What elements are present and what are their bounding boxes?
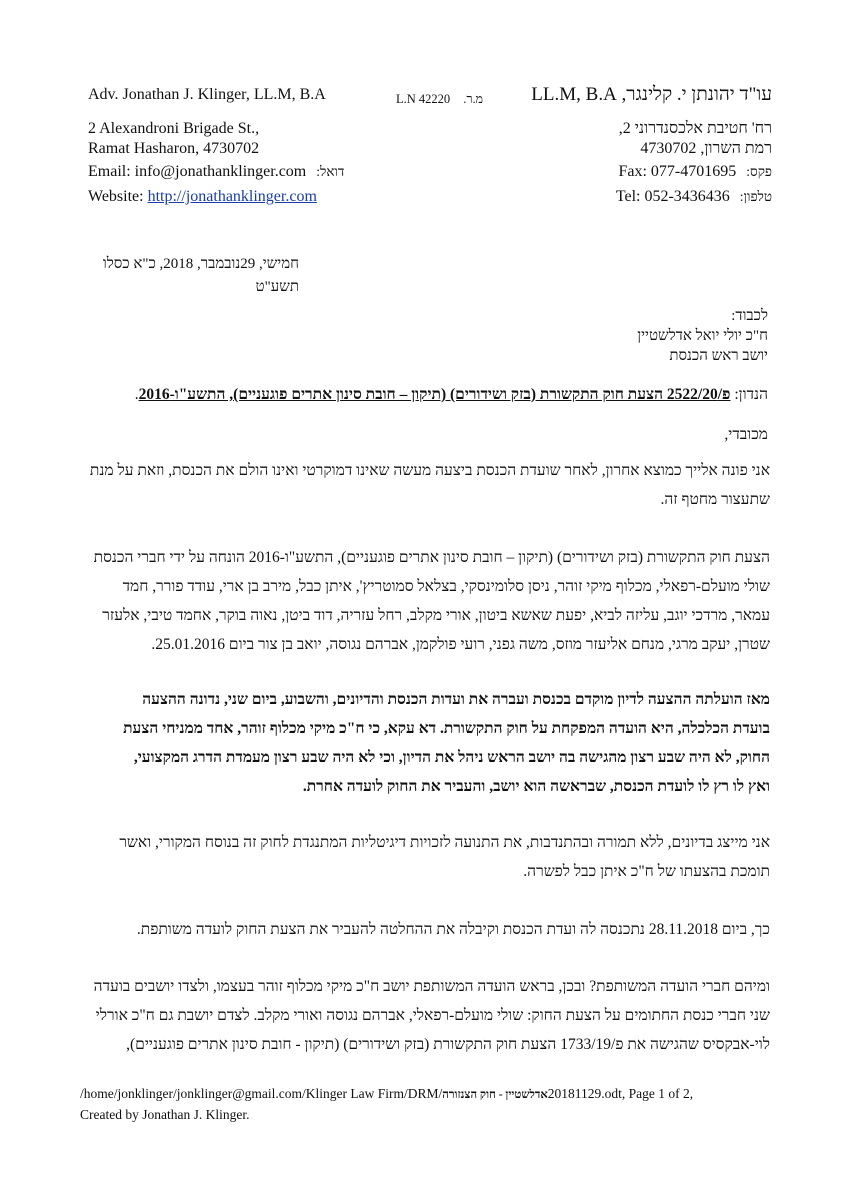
date-line-1: חמישי, 29נובמבר, 2018, כ"א כסלו [102,256,299,272]
paragraph-line: הצעת חוק התקשורת (בזק ושידורים) (תיקון – חובת סינון אתרים פוגעניים), התשע"ו-2016 הונחה על ידי חברי הכנסת [93,549,770,566]
website-line [88,188,317,206]
date-line-2: תשע"ט [255,279,299,295]
paragraph-line: שטרן, יעקב מרגי, מנחם אליעזר מוזס, משה גפני, רועי פולקמן, אברהם נגוסה, יואב בן צור ביום 25.01.2016. [151,636,770,653]
addressee-line-2: ח"כ יולי יואל אדלשטיין [637,328,768,344]
footer-line-1 [80,1084,693,1105]
license-number-he: מ.ר. [463,92,484,106]
paragraph-line: בועדת הכלכלה, היא הועדה המפקחת על חוק התקשורת. דא עקא, כי ח"כ מיקי מכלוף זוהר, אחד ממניחי הצעת [123,720,770,737]
footer-hebrew-filename: אדלשטיין - חוק הצנזורה [442,1089,548,1101]
paragraph-6 [78,972,770,1059]
paragraph-line: שתעצור מחטף זה. [660,491,770,508]
phone-line [616,188,772,206]
email-line [88,163,344,181]
website-label: Website: [88,188,148,205]
paragraph-4 [78,828,770,886]
hebrew-street: רח' חטיבת אלכסנדרוני 2, [618,120,772,137]
fax-line [618,163,772,181]
english-name: Adv. Jonathan J. Klinger, LL.M, B.A [88,86,326,103]
paragraph-line: שולי מועלם-רפאלי, מכלוף מיקי זוהר, ניסן סלומינסקי, בצלאל סמוטריץ', איתן כבל, מירב בן ארי, עודד פורר, חמד [122,578,770,595]
subject-text: פ/2522/20 הצעת חוק התקשורת (בזק ושידורים) (תיקון – חובת סינון אתרים פוגעניים), התשע"ו-2016 [138,386,731,403]
addressee-line-1: לכבוד: [731,308,768,324]
fax-text: Fax: 077-4701695 [618,163,737,180]
addressee-line-3: יושב ראש הכנסת [669,348,768,364]
salutation: מכובדי, [724,426,768,443]
hebrew-city: רמת השרון, 4730702 [640,140,772,157]
english-street: 2 Alexandroni Brigade St., [88,120,260,137]
paragraph-line: אני פונה אלייך כמוצא אחרון, לאחר שועדת הכנסת ביצעה מעשה שאינו דמוקרטי ואינו הולם את הכנסת, וזאת על מנת [89,462,770,479]
license-number [396,92,483,107]
paragraph-line: ואץ לו רץ לו לועדת הכנסת, שבראשה הוא יושב, והעביר את החוק לועדה אחרת. [302,778,770,795]
license-number-en: L.N 42220 [396,92,451,106]
paragraph-2 [78,543,770,659]
website-link[interactable]: http://jonathanklinger.com [147,188,317,205]
email-text: Email: info@jonathanklinger.com [88,163,307,180]
paragraph-line: אני מייצג בדיונים, ללא תמורה ובהתנדבות, את התנועה לזכויות דיגיטליות המתנגדת לחוק זה בנוסח המקורי, ואשר [119,834,770,851]
fax-he-label: פקס: [746,164,772,179]
english-city: Ramat Hasharon, 4730702 [88,140,260,157]
hebrew-name: עו"ד יהונתן י. קלינגר, LL.M, B.A [531,84,772,105]
phone-he-label: טלפון: [739,189,772,204]
footer-filename: 20181129.odt, Page 1 of 2, [547,1086,694,1101]
paragraph-line: תומכת בהצעתו של ח"כ איתן כבל לפשרה. [523,863,770,880]
paragraph-line: ומיהם חברי הועדה המשותפת? ובכן, בראש הועדה המשותפת יושב ח"כ מיקי מכלוף זוהר בעצמו, ולצדו יושבים בועדה [93,978,770,995]
footer-path: /home/jonklinger/jonklinger@gmail.com/Klinger Law Firm/DRM/ [80,1086,443,1101]
paragraph-line: כך, ביום 28.11.2018 נתכנסה לה ועדת הכנסת וקיבלה את ההחלטה להעביר את הצעת החוק לועדה משותפת. [136,921,770,938]
footer-line-2: Created by Jonathan J. Klinger. [80,1107,250,1122]
paragraph-line: לוי-אבקסיס שהגישה את פ/1733/19 הצעת חוק התקשורת (בזק ושידורים) (תיקון - חובת סינון אתרים פוגעניים), [126,1036,770,1053]
paragraph-1 [78,456,770,514]
subject-label: הנדון: [730,386,768,403]
phone-text: Tel: 052-3436436 [615,188,730,205]
email-he-label: דואל: [316,164,345,179]
paragraph-line: עמאר, מרדכי יוגב, עליזה לביא, יפעת שאשא ביטון, אורי מקלב, רחל עזריה, דוד ביטן, נאוה בוקר, אחמד טיבי, אלעזר [102,607,770,624]
paragraph-line: החוק, לא היה שבע רצון מהגישה בה יושב הראש ניהל את הדיון, וכי לא היה שבע רצון מעמדת הדרג המקצועי, [133,749,770,766]
paragraph-5 [78,915,770,944]
paragraph-line: מאז הועלתה ההצעה לדיון מוקדם בכנסת ועברה את ועדות הכנסת והדיונים, והשבוע, ביום שני, נדונה ההצעה [142,691,770,708]
paragraph-3 [78,685,770,801]
paragraph-line: שני חברי כנסת החתומים על הצעת החוק: שולי מועלם-רפאלי, אברהם נגוסה ואורי מקלב. לצדם יושבת גם ח"כ אורלי [95,1007,770,1024]
document-footer [80,1084,693,1125]
subject-line: הנדון: פ/2522/20 הצעת חוק התקשורת (בזק ושידורים) (תיקון – חובת סינון אתרים פוגעניים), התשע"ו-2016. [134,386,768,403]
